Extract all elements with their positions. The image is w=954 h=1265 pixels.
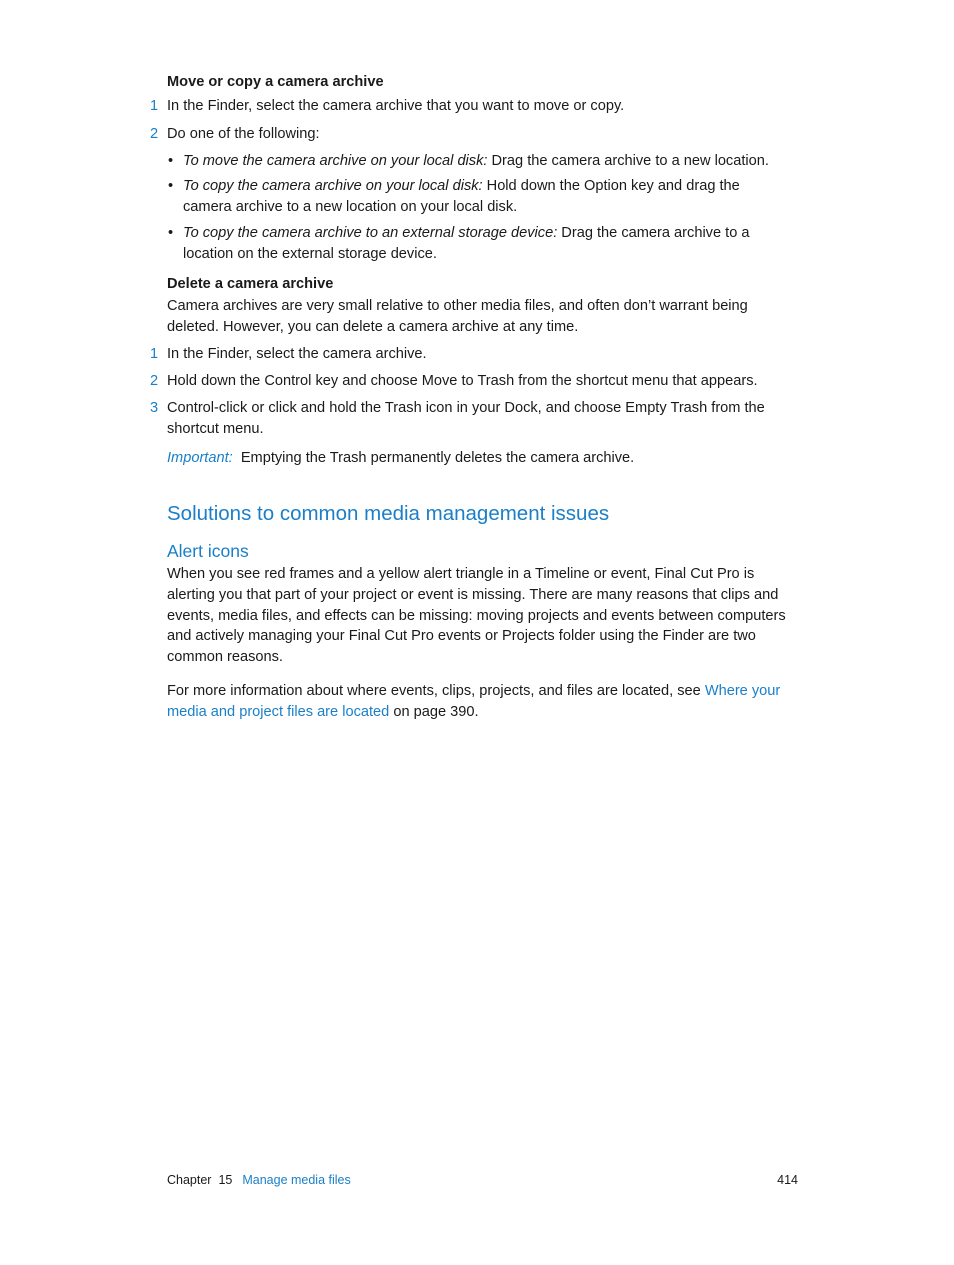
step-number: 1 [150,346,159,362]
chapter-title-link[interactable]: Manage media files [242,1173,351,1187]
more-info-text: For more information about where events, clips, projects, and files are located, see [167,683,705,699]
step-number: 2 [150,126,159,142]
footer-chapter [167,1173,351,1187]
bullet-body: Hold down the Option key and drag the camera archive to a new location on your local disk. [183,178,740,215]
step-number: 1 [150,98,159,114]
step-number: 3 [150,400,159,416]
bullet-body: Drag the camera archive to a new location. [487,153,769,169]
bullet-dot: • [168,178,174,194]
step-text: In the Finder, select the camera archive. [167,346,427,362]
page-number: 414 [777,1173,798,1187]
more-info-paragraph [167,681,792,723]
bullet-text [183,176,788,218]
bullet-dot: • [168,153,174,169]
bullet-label: To copy the camera archive on your local disk: [183,178,483,194]
bullet-label: To copy the camera archive to an external storage device: [183,225,558,241]
step-number: 2 [150,373,159,389]
bullet-body: Drag the camera archive to a location on the external storage device. [183,225,750,262]
important-text: Emptying the Trash permanently deletes the camera archive. [240,450,635,466]
delete-intro: Camera archives are very small relative to other media files, and often don’t warrant being deleted. However, you can delete a camera archive at any time. [167,298,748,335]
bullet-dot: • [168,225,174,241]
more-info-page-ref: on page 390. [389,703,479,720]
important-note [167,448,792,469]
step-text: In the Finder, select the camera archive that you want to move or copy. [167,98,625,114]
media-location-link[interactable]: Where your media and project files are located [167,683,781,720]
chapter-label: Chapter [167,1173,212,1187]
step-text: Hold down the Control key and choose Move to Trash from the shortcut menu that appears. [167,373,758,389]
bullet-text [183,223,788,265]
important-label: Important: [167,450,233,466]
task-heading-move-copy: Move or copy a camera archive [167,74,384,90]
subsection-heading: Alert icons [167,541,249,561]
section-heading: Solutions to common media management issues [167,502,610,525]
alert-icons-paragraph: When you see red frames and a yellow alert triangle in a Timeline or event, Final Cut Pro is alerting you that part of your project or event is missing. There are many reasons that clips and events, media files, and effects can be missing: moving projects and events between computers and actively managing your Final Cut Pro events or Projects folder using the Finder are two common reasons. [167,566,786,666]
step-text: Control-click or click and hold the Trash icon in your Dock, and choose Empty Trash from the shortcut menu. [167,400,765,437]
chapter-number: 15 [218,1173,233,1187]
step-text: Do one of the following: [167,126,320,142]
bullet-text [183,151,788,172]
task-heading-delete: Delete a camera archive [167,276,334,292]
bullet-label: To move the camera archive on your local disk: [183,153,488,169]
